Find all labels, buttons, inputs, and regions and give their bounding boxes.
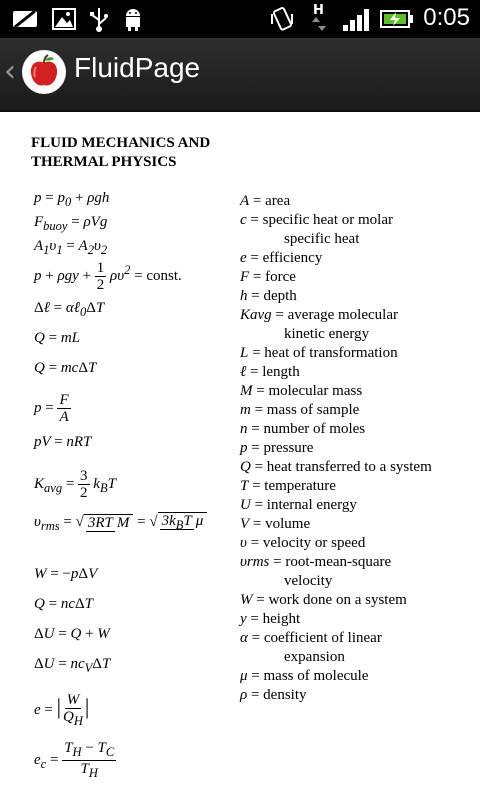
definition-symbol: W	[240, 592, 253, 608]
definition-item	[240, 401, 359, 420]
definition-symbol: M	[240, 383, 253, 399]
page-heading	[31, 134, 210, 172]
definition-text: = pressure	[247, 440, 314, 456]
definition-continuation: kinetic energy	[284, 326, 370, 342]
definition-continuation: expansion	[284, 649, 345, 665]
definition-symbol: ρ	[240, 687, 248, 703]
definition-text: = heat transferred to a system	[250, 459, 432, 475]
definition-text: = length	[246, 364, 300, 380]
definition-item	[240, 268, 296, 287]
formula-sheet	[0, 112, 480, 800]
formula-carnot: $e_c$ = $\frac{T_H - T_C}{T_H}$	[34, 740, 115, 780]
formula-hydrostatic: $p = p_0 + \rho gh$	[34, 190, 110, 209]
definition-item	[240, 477, 336, 496]
formula-ideal-gas: pV = nRT	[34, 434, 92, 450]
definition-symbol: e	[240, 250, 247, 266]
definition-item	[240, 515, 310, 534]
battery-charging-icon	[380, 6, 414, 32]
definition-item	[240, 249, 322, 268]
definition-text: = velocity or speed	[246, 535, 366, 551]
definition-symbol: p	[240, 440, 248, 456]
definition-text: = heat of transformation	[248, 345, 398, 361]
formula-thermal-expansion: Δℓ = αℓ$_0$ΔT	[34, 300, 105, 319]
back-chevron-icon[interactable]: ‹	[4, 54, 16, 89]
definition-text: = number of moles	[247, 421, 366, 437]
definition-text: = density	[247, 687, 307, 703]
definition-symbol: U	[240, 497, 251, 513]
usb-icon	[86, 6, 112, 32]
heading-line-2: THERMAL PHYSICS	[31, 154, 177, 170]
definition-text: = mass of molecule	[247, 668, 369, 684]
definition-text: = mass of sample	[250, 402, 360, 418]
definition-item	[240, 382, 362, 401]
definition-text: = height	[246, 611, 301, 627]
formula-specific-heat: Q = mcΔT	[34, 360, 97, 376]
definition-text: = volume	[249, 516, 311, 532]
definition-text: = area	[249, 193, 291, 209]
definition-symbol: c	[240, 212, 247, 228]
definition-symbol: V	[240, 516, 250, 532]
definition-symbol: A	[240, 193, 250, 209]
definition-symbol: υ	[240, 535, 247, 551]
formula-buoyancy: $F_{buoy} = \rho Vg$	[34, 214, 108, 233]
definition-text: = molecular mass	[252, 383, 363, 399]
definition-continuation: specific heat	[284, 231, 360, 247]
definition-item	[240, 211, 393, 249]
frac-three-half-den: 2	[80, 485, 88, 501]
definition-item	[240, 192, 290, 211]
definition-text: = root-mean-square	[269, 554, 392, 570]
definition-symbol: m	[240, 402, 251, 418]
definition-item	[240, 667, 368, 686]
app-title: FluidPage	[74, 52, 201, 83]
formula-pressure: p = $\frac{F}{A}$	[34, 392, 69, 425]
status-time: 0:05	[423, 4, 470, 31]
formula-bernoulli: p + ρgy + $\frac{1}{2}$ $\rho\upsilon^2$ = const.	[34, 260, 182, 293]
definition-text: = internal energy	[250, 497, 357, 513]
definition-symbol: μ	[240, 668, 248, 684]
frac-three-half-num: 3	[80, 468, 88, 484]
definition-item	[240, 686, 307, 705]
definition-item	[240, 629, 382, 667]
definition-text: = coefficient of linear	[247, 630, 382, 646]
formula-heat-moles: Q = ncΔT	[34, 596, 93, 612]
frac-half-num: 1	[96, 260, 105, 276]
definition-symbol: ℓ	[240, 364, 247, 380]
definition-symbol: T	[240, 478, 249, 494]
definition-text: = depth	[247, 288, 297, 304]
formula-latent-heat: Q = mL	[34, 330, 80, 346]
definition-text: = efficiency	[246, 250, 323, 266]
definition-symbol: h	[240, 288, 248, 304]
formula-internal-energy: $\Delta U = nc_V\Delta T$	[34, 656, 111, 675]
definition-text: = force	[249, 269, 296, 285]
definition-item	[240, 439, 313, 458]
definition-symbol: α	[240, 630, 248, 646]
formula-continuity: $A_1\upsilon_1 = A_2\upsilon_2$	[34, 238, 108, 257]
definition-item	[240, 591, 407, 610]
android-debug-icon	[120, 6, 146, 32]
vibrate-icon	[268, 6, 296, 32]
definition-text: = work done on a system	[252, 592, 407, 608]
definition-item	[240, 458, 432, 477]
status-bar	[0, 0, 480, 38]
hspa-data-icon	[306, 2, 332, 34]
app-apple-icon[interactable]	[22, 50, 66, 94]
action-bar	[0, 38, 480, 112]
definition-item	[240, 553, 391, 591]
formula-kinetic-energy: $K_{avg}$ = $\frac{3}{2}$ $k_BT$	[34, 468, 116, 501]
definition-item	[240, 534, 365, 553]
definition-text: = specific heat or molar	[246, 212, 393, 228]
image-icon	[50, 6, 78, 32]
frac-half-den: 2	[96, 277, 105, 293]
definition-text: = temperature	[248, 478, 336, 494]
definition-item	[240, 306, 398, 344]
no-signal-icon	[10, 6, 40, 32]
formula-efficiency: e = | $\frac{W}{Q_H}$ |	[34, 692, 90, 728]
definition-symbol: Q	[240, 459, 251, 475]
svg-text:H: H	[313, 3, 324, 18]
definition-item	[240, 287, 297, 306]
definition-item	[240, 363, 300, 382]
heading-line-1: FLUID MECHANICS AND	[31, 135, 211, 151]
definition-item	[240, 496, 357, 515]
definition-symbol: L	[240, 345, 249, 361]
definition-symbol: υrms	[240, 554, 270, 570]
const-label: = const.	[134, 267, 182, 284]
definition-symbol: Kavg	[240, 307, 272, 323]
definition-item	[240, 610, 300, 629]
formula-first-law: ΔU = Q + W	[34, 626, 110, 642]
signal-bars-icon	[340, 6, 374, 32]
formula-work: W = −pΔV	[34, 566, 98, 582]
definition-symbol: n	[240, 421, 248, 437]
formula-rms-speed: $\upsilon_{rms}$ = √ 3RT M = √ $3k_BT$ μ	[34, 512, 207, 534]
definition-item	[240, 420, 365, 439]
definition-symbol: F	[240, 269, 250, 285]
definition-continuation: velocity	[284, 573, 333, 589]
definition-item	[240, 344, 398, 363]
definition-symbol: y	[240, 611, 247, 627]
definition-text: = average molecular	[271, 307, 398, 323]
